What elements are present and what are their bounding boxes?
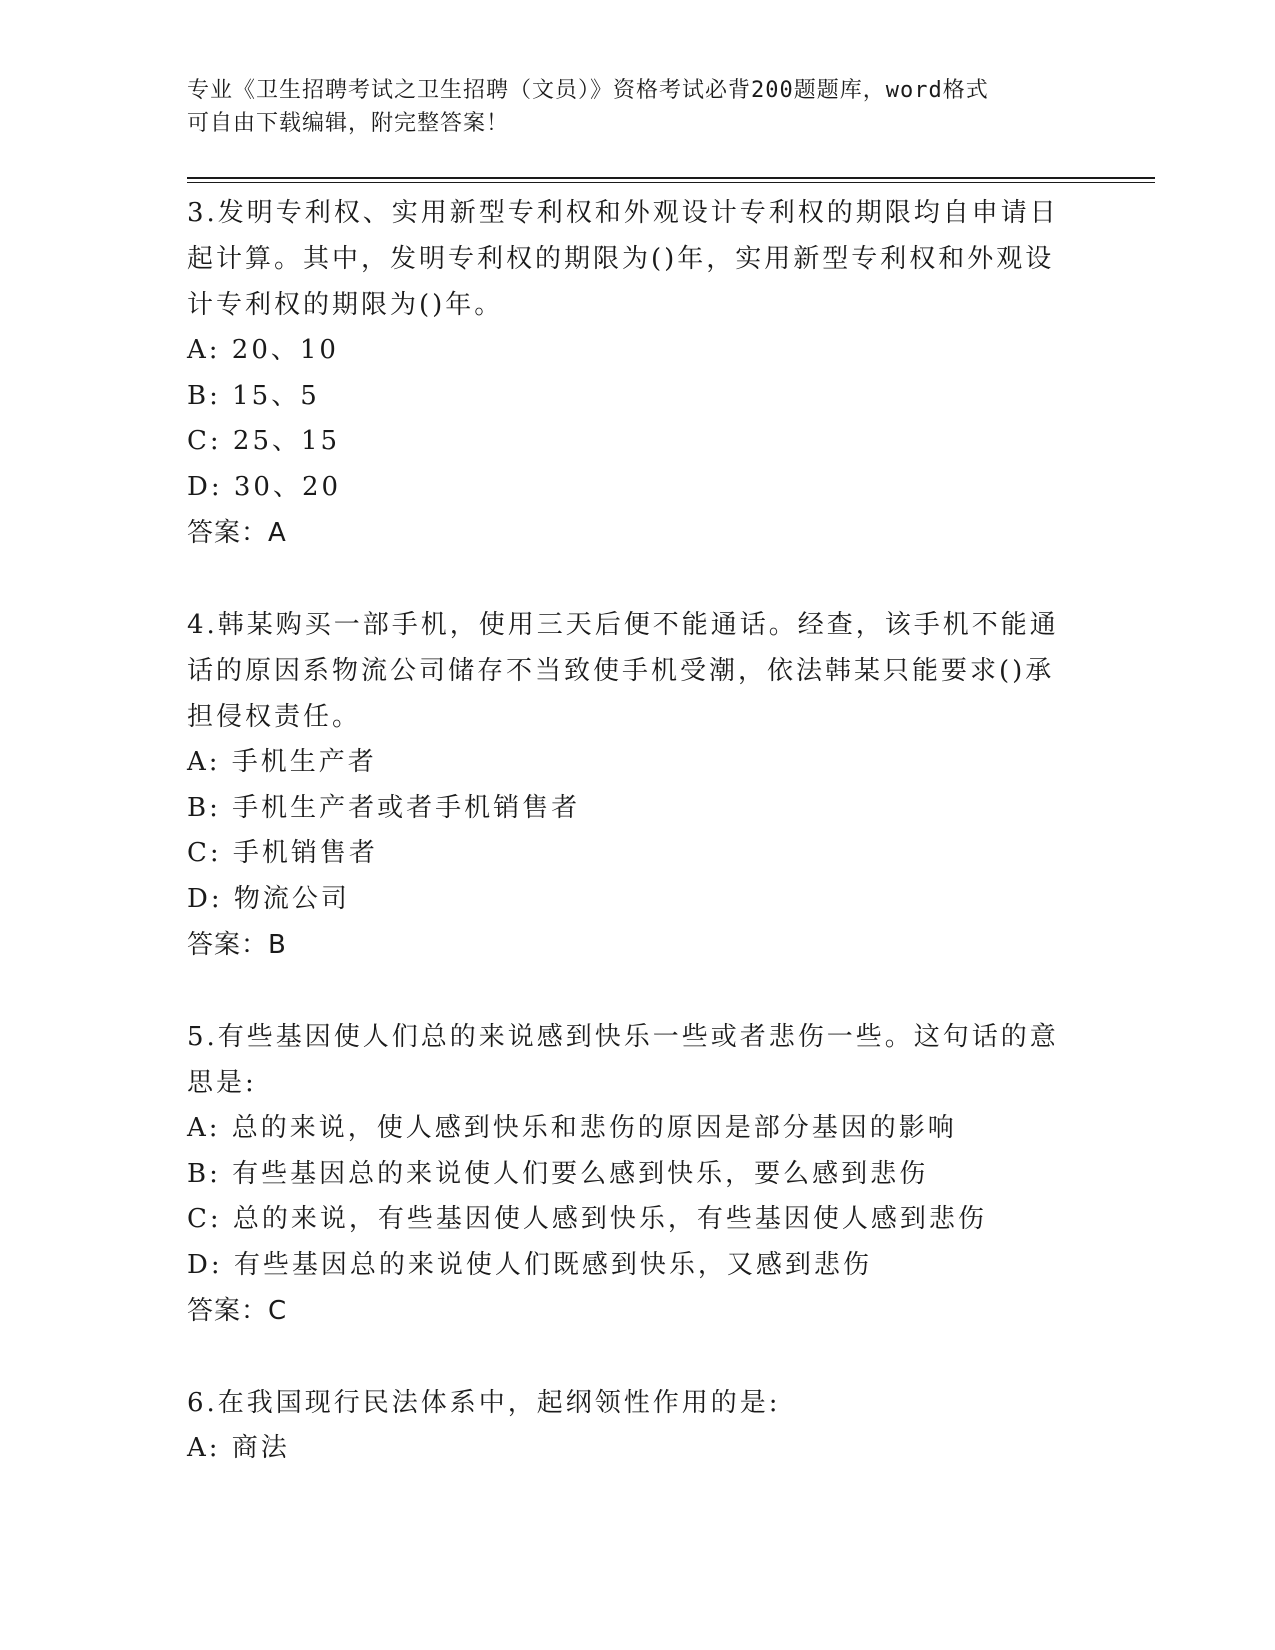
header-divider-thin [187, 182, 1155, 183]
question-list [187, 190, 1067, 1472]
question-stem [187, 602, 1067, 740]
option-d: D: 物流公司 [187, 883, 350, 914]
option-c: C: 25、15 [187, 426, 341, 456]
question-5 [187, 1014, 1067, 1334]
answer-label: 答案：A [187, 518, 287, 548]
option-b: B: 15、5 [187, 380, 320, 411]
option-c: C: 总的来说，有些基因使人感到快乐，有些基因使人感到悲伤 [187, 1204, 987, 1234]
stem-line: 3.发明专利权、实用新型专利权和外观设计专利权的期限均自申请日 [187, 198, 1059, 228]
stem-line: 5.有些基因使人们总的来说感到快乐一些或者悲伤一些。这句话的意 [187, 1022, 1059, 1052]
question-6 [187, 1380, 1067, 1472]
header-line-2: 可自由下载编辑，附完整答案！ [187, 111, 510, 136]
option-a: A: 商法 [187, 1433, 290, 1463]
stem-line: 担侵权责任。 [187, 702, 362, 732]
option-b: B: 手机生产者或者手机销售者 [187, 792, 581, 823]
question-4 [187, 602, 1067, 968]
stem-line: 6.在我国现行民法体系中，起纲领性作用的是: [187, 1388, 781, 1418]
option-a: A: 手机生产者 [187, 747, 377, 777]
question-stem [187, 190, 1067, 328]
question-stem [187, 1014, 1067, 1106]
question-stem [187, 1380, 1067, 1426]
option-c: C: 手机销售者 [187, 838, 378, 868]
stem-line: 4.韩某购买一部手机，使用三天后便不能通话。经查，该手机不能通 [187, 610, 1059, 640]
option-b: B: 有些基因总的来说使人们要么感到快乐，要么感到悲伤 [187, 1158, 929, 1189]
answer-label: 答案：B [187, 930, 287, 960]
option-a: A: 总的来说，使人感到快乐和悲伤的原因是部分基因的影响 [187, 1113, 957, 1143]
header-divider-thick [187, 177, 1155, 179]
option-d: D: 有些基因总的来说使人们既感到快乐，又感到悲伤 [187, 1249, 872, 1280]
document-header [187, 74, 1067, 140]
stem-line: 起计算。其中，发明专利权的期限为()年，实用新型专利权和外观设 [187, 244, 1055, 274]
answer-label: 答案：C [187, 1296, 288, 1326]
option-d: D: 30、20 [187, 471, 342, 502]
header-line-1: 专业《卫生招聘考试之卫生招聘（文员）》资格考试必背200题题库，word格式 [187, 78, 989, 103]
stem-line: 话的原因系物流公司储存不当致使手机受潮，依法韩某只能要求()承 [187, 656, 1055, 686]
stem-line: 计专利权的期限为()年。 [187, 290, 504, 320]
question-3 [187, 190, 1067, 556]
stem-line: 思是: [187, 1068, 257, 1098]
option-a: A: 20、10 [187, 335, 339, 365]
